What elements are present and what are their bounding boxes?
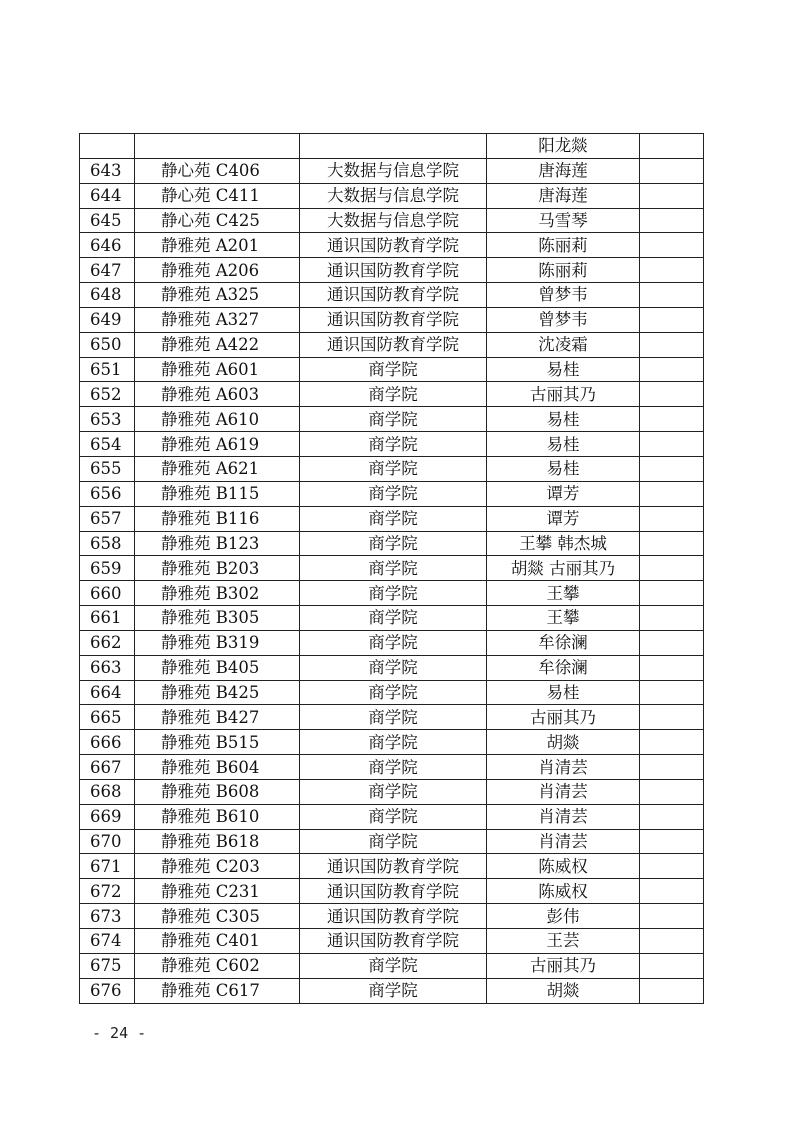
note-cell <box>640 283 704 308</box>
note-cell <box>640 407 704 432</box>
room-cell: 静雅苑 C401 <box>135 929 300 954</box>
room-cell: 静雅苑 B123 <box>135 531 300 556</box>
note-cell <box>640 456 704 481</box>
counselor-cell: 彭伟 <box>487 904 640 929</box>
table-row <box>80 258 704 283</box>
note-cell <box>640 829 704 854</box>
note-cell <box>640 606 704 631</box>
table-row <box>80 705 704 730</box>
college-cell: 商学院 <box>300 680 487 705</box>
dormitory-table <box>79 133 704 1004</box>
row-number-cell: 665 <box>80 705 135 730</box>
note-cell <box>640 978 704 1003</box>
note-cell <box>640 134 704 159</box>
counselor-cell: 陈威权 <box>487 854 640 879</box>
note-cell <box>640 357 704 382</box>
table-row <box>80 456 704 481</box>
college-cell: 通识国防教育学院 <box>300 879 487 904</box>
table-row <box>80 978 704 1003</box>
counselor-cell: 唐海莲 <box>487 158 640 183</box>
college-cell: 通识国防教育学院 <box>300 332 487 357</box>
college-cell: 商学院 <box>300 531 487 556</box>
table-row <box>80 208 704 233</box>
table-row <box>80 556 704 581</box>
counselor-cell: 古丽其乃 <box>487 953 640 978</box>
row-number-cell: 662 <box>80 630 135 655</box>
room-cell: 静雅苑 B302 <box>135 581 300 606</box>
counselor-cell: 易桂 <box>487 407 640 432</box>
room-cell: 静雅苑 C617 <box>135 978 300 1003</box>
table-row <box>80 730 704 755</box>
room-cell: 静雅苑 B305 <box>135 606 300 631</box>
college-cell: 大数据与信息学院 <box>300 183 487 208</box>
note-cell <box>640 531 704 556</box>
row-number-cell: 648 <box>80 283 135 308</box>
table-row <box>80 879 704 904</box>
room-cell: 静雅苑 C231 <box>135 879 300 904</box>
room-cell: 静心苑 C425 <box>135 208 300 233</box>
row-number-cell: 660 <box>80 581 135 606</box>
row-number-cell: 661 <box>80 606 135 631</box>
row-number-cell: 667 <box>80 755 135 780</box>
room-cell: 静雅苑 A610 <box>135 407 300 432</box>
table-row <box>80 854 704 879</box>
room-cell: 静雅苑 C203 <box>135 854 300 879</box>
note-cell <box>640 481 704 506</box>
row-number-cell: 650 <box>80 332 135 357</box>
room-cell: 静雅苑 A206 <box>135 258 300 283</box>
college-cell: 大数据与信息学院 <box>300 158 487 183</box>
row-number-cell: 645 <box>80 208 135 233</box>
table-row <box>80 432 704 457</box>
college-cell: 商学院 <box>300 953 487 978</box>
counselor-cell: 谭芳 <box>487 481 640 506</box>
college-cell: 商学院 <box>300 357 487 382</box>
table-row <box>80 283 704 308</box>
table-row <box>80 755 704 780</box>
college-cell: 商学院 <box>300 407 487 432</box>
table-row <box>80 382 704 407</box>
table-row <box>80 183 704 208</box>
table-row <box>80 407 704 432</box>
table-row <box>80 357 704 382</box>
note-cell <box>640 630 704 655</box>
counselor-cell: 古丽其乃 <box>487 705 640 730</box>
room-cell: 静雅苑 A201 <box>135 233 300 258</box>
counselor-cell: 谭芳 <box>487 506 640 531</box>
room-cell: 静雅苑 A422 <box>135 332 300 357</box>
counselor-cell: 易桂 <box>487 680 640 705</box>
note-cell <box>640 929 704 954</box>
note-cell <box>640 506 704 531</box>
note-cell <box>640 730 704 755</box>
row-number-cell: 658 <box>80 531 135 556</box>
row-number-cell: 649 <box>80 307 135 332</box>
college-cell: 商学院 <box>300 705 487 730</box>
row-number-cell: 644 <box>80 183 135 208</box>
row-number-cell: 676 <box>80 978 135 1003</box>
counselor-cell: 古丽其乃 <box>487 382 640 407</box>
note-cell <box>640 879 704 904</box>
note-cell <box>640 258 704 283</box>
note-cell <box>640 432 704 457</box>
counselor-cell: 胡燚 <box>487 978 640 1003</box>
room-cell: 静雅苑 B115 <box>135 481 300 506</box>
college-cell: 商学院 <box>300 382 487 407</box>
college-cell: 商学院 <box>300 730 487 755</box>
row-number-cell: 659 <box>80 556 135 581</box>
college-cell: 通识国防教育学院 <box>300 904 487 929</box>
room-cell: 静雅苑 C602 <box>135 953 300 978</box>
counselor-cell: 肖清芸 <box>487 804 640 829</box>
note-cell <box>640 332 704 357</box>
college-cell: 商学院 <box>300 978 487 1003</box>
table-row <box>80 307 704 332</box>
room-cell: 静雅苑 B618 <box>135 829 300 854</box>
room-cell: 静雅苑 A601 <box>135 357 300 382</box>
room-cell: 静心苑 C411 <box>135 183 300 208</box>
table-row <box>80 134 704 159</box>
counselor-cell: 陈丽莉 <box>487 258 640 283</box>
college-cell: 商学院 <box>300 481 487 506</box>
counselor-cell: 阳龙燚 <box>487 134 640 159</box>
room-cell: 静雅苑 B116 <box>135 506 300 531</box>
row-number-cell: 655 <box>80 456 135 481</box>
counselor-cell: 王攀 韩杰城 <box>487 531 640 556</box>
row-number-cell: 646 <box>80 233 135 258</box>
college-cell <box>300 134 487 159</box>
counselor-cell: 易桂 <box>487 357 640 382</box>
table-row <box>80 581 704 606</box>
room-cell <box>135 134 300 159</box>
college-cell: 商学院 <box>300 630 487 655</box>
table-row <box>80 680 704 705</box>
row-number-cell: 668 <box>80 779 135 804</box>
table-row <box>80 233 704 258</box>
row-number-cell: 653 <box>80 407 135 432</box>
note-cell <box>640 382 704 407</box>
room-cell: 静心苑 C406 <box>135 158 300 183</box>
counselor-cell: 曾梦韦 <box>487 307 640 332</box>
college-cell: 商学院 <box>300 779 487 804</box>
note-cell <box>640 755 704 780</box>
counselor-cell: 肖清芸 <box>487 779 640 804</box>
row-number-cell: 654 <box>80 432 135 457</box>
table-row <box>80 506 704 531</box>
college-cell: 商学院 <box>300 655 487 680</box>
row-number-cell: 670 <box>80 829 135 854</box>
note-cell <box>640 208 704 233</box>
college-cell: 商学院 <box>300 456 487 481</box>
note-cell <box>640 556 704 581</box>
college-cell: 商学院 <box>300 755 487 780</box>
room-cell: 静雅苑 B425 <box>135 680 300 705</box>
note-cell <box>640 581 704 606</box>
room-cell: 静雅苑 B608 <box>135 779 300 804</box>
college-cell: 商学院 <box>300 581 487 606</box>
row-number-cell: 669 <box>80 804 135 829</box>
college-cell: 商学院 <box>300 606 487 631</box>
row-number-cell: 651 <box>80 357 135 382</box>
college-cell: 通识国防教育学院 <box>300 233 487 258</box>
counselor-cell: 牟徐澜 <box>487 630 640 655</box>
counselor-cell: 胡燚 <box>487 730 640 755</box>
college-cell: 通识国防教育学院 <box>300 307 487 332</box>
room-cell: 静雅苑 A619 <box>135 432 300 457</box>
counselor-cell: 肖清芸 <box>487 829 640 854</box>
room-cell: 静雅苑 B405 <box>135 655 300 680</box>
counselor-cell: 马雪琴 <box>487 208 640 233</box>
table-row <box>80 953 704 978</box>
counselor-cell: 易桂 <box>487 432 640 457</box>
row-number-cell: 673 <box>80 904 135 929</box>
room-cell: 静雅苑 A621 <box>135 456 300 481</box>
college-cell: 通识国防教育学院 <box>300 929 487 954</box>
row-number-cell: 672 <box>80 879 135 904</box>
note-cell <box>640 779 704 804</box>
row-number-cell: 666 <box>80 730 135 755</box>
row-number-cell: 674 <box>80 929 135 954</box>
college-cell: 商学院 <box>300 829 487 854</box>
counselor-cell: 王攀 <box>487 581 640 606</box>
row-number-cell <box>80 134 135 159</box>
room-cell: 静雅苑 C305 <box>135 904 300 929</box>
note-cell <box>640 953 704 978</box>
table-row <box>80 779 704 804</box>
table-row <box>80 481 704 506</box>
room-cell: 静雅苑 B319 <box>135 630 300 655</box>
note-cell <box>640 705 704 730</box>
counselor-cell: 曾梦韦 <box>487 283 640 308</box>
row-number-cell: 657 <box>80 506 135 531</box>
dormitory-table-body <box>80 134 704 1004</box>
row-number-cell: 671 <box>80 854 135 879</box>
counselor-cell: 王攀 <box>487 606 640 631</box>
row-number-cell: 652 <box>80 382 135 407</box>
college-cell: 通识国防教育学院 <box>300 854 487 879</box>
page-number: - 24 - <box>92 1024 147 1042</box>
table-row <box>80 531 704 556</box>
college-cell: 大数据与信息学院 <box>300 208 487 233</box>
table-row <box>80 606 704 631</box>
room-cell: 静雅苑 B427 <box>135 705 300 730</box>
room-cell: 静雅苑 B203 <box>135 556 300 581</box>
table-row <box>80 158 704 183</box>
row-number-cell: 675 <box>80 953 135 978</box>
room-cell: 静雅苑 A327 <box>135 307 300 332</box>
college-cell: 商学院 <box>300 556 487 581</box>
counselor-cell: 牟徐澜 <box>487 655 640 680</box>
table-row <box>80 804 704 829</box>
counselor-cell: 肖清芸 <box>487 755 640 780</box>
row-number-cell: 643 <box>80 158 135 183</box>
counselor-cell: 陈威权 <box>487 879 640 904</box>
note-cell <box>640 158 704 183</box>
note-cell <box>640 183 704 208</box>
room-cell: 静雅苑 B610 <box>135 804 300 829</box>
counselor-cell: 王芸 <box>487 929 640 954</box>
note-cell <box>640 233 704 258</box>
counselor-cell: 沈凌霜 <box>487 332 640 357</box>
college-cell: 商学院 <box>300 506 487 531</box>
table-row <box>80 630 704 655</box>
college-cell: 通识国防教育学院 <box>300 258 487 283</box>
row-number-cell: 663 <box>80 655 135 680</box>
note-cell <box>640 854 704 879</box>
note-cell <box>640 804 704 829</box>
room-cell: 静雅苑 B515 <box>135 730 300 755</box>
room-cell: 静雅苑 A603 <box>135 382 300 407</box>
note-cell <box>640 655 704 680</box>
counselor-cell: 胡燚 古丽其乃 <box>487 556 640 581</box>
college-cell: 商学院 <box>300 432 487 457</box>
note-cell <box>640 904 704 929</box>
room-cell: 静雅苑 B604 <box>135 755 300 780</box>
counselor-cell: 易桂 <box>487 456 640 481</box>
row-number-cell: 664 <box>80 680 135 705</box>
table-row <box>80 904 704 929</box>
row-number-cell: 647 <box>80 258 135 283</box>
note-cell <box>640 680 704 705</box>
table-row <box>80 929 704 954</box>
counselor-cell: 陈丽莉 <box>487 233 640 258</box>
note-cell <box>640 307 704 332</box>
room-cell: 静雅苑 A325 <box>135 283 300 308</box>
college-cell: 通识国防教育学院 <box>300 283 487 308</box>
college-cell: 商学院 <box>300 804 487 829</box>
table-row <box>80 332 704 357</box>
table-row <box>80 829 704 854</box>
table-row <box>80 655 704 680</box>
counselor-cell: 唐海莲 <box>487 183 640 208</box>
row-number-cell: 656 <box>80 481 135 506</box>
